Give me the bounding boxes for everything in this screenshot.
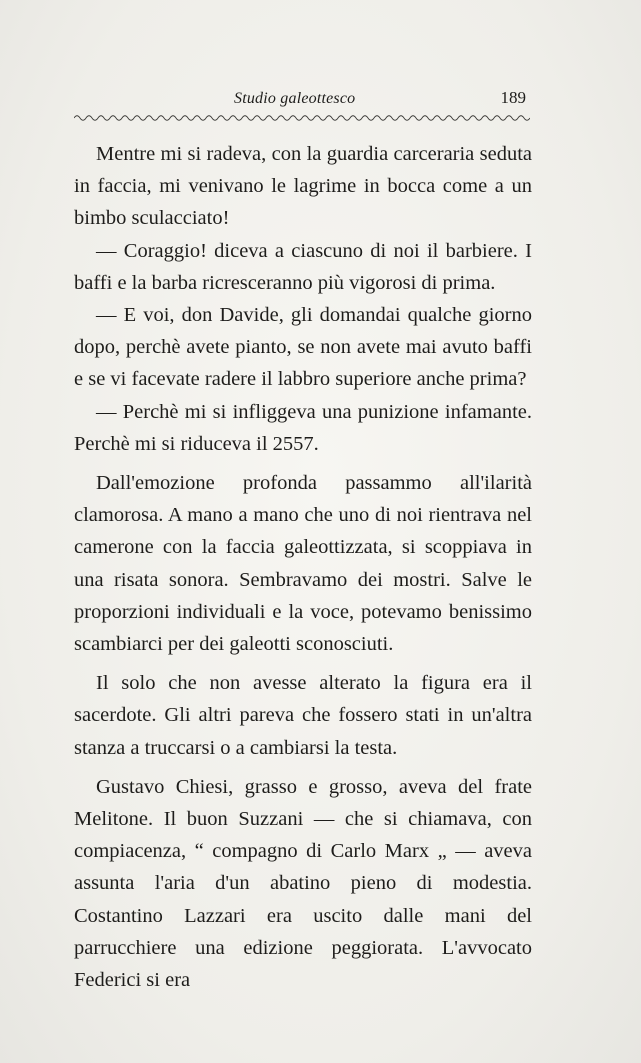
- paragraph: Mentre mi si radeva, con la guardia carceraria seduta in faccia, mi venivano le lagrime in bocca come a un bimbo sculacciato!: [74, 143, 532, 230]
- running-title: Studio galeottesco: [234, 90, 356, 107]
- paragraph: — Coraggio! diceva a ciascuno di noi il barbiere. I baffi e la barba ricresceranno più vigorosi di prima.: [74, 239, 532, 294]
- body-text: [74, 138, 532, 996]
- paragraph: Il solo che non avesse alterato la figura era il sacerdote. Gli altri pareva che fossero stati in un'altra stanza a truccarsi o a cambiarsi la testa.: [74, 672, 532, 759]
- paragraph: Dall'emozione profonda passammo all'ilarità clamorosa. A mano a mano che uno di noi rientrava nel camerone con la faccia galeottizzata, si scoppiava in una risata sonora. Sembravamo dei mostri. Salve le proporzioni individuali e la voce, potevamo benissimo scambiarci per dei galeotti sconosciuti.: [74, 472, 532, 656]
- paragraph: — E voi, don Davide, gli domandai qualche giorno dopo, perchè avete pianto, se non avete mai avuto baffi e se vi facevate radere il labbro superiore anche prima?: [74, 304, 532, 391]
- decorative-wavy-rule: [74, 112, 530, 124]
- paragraph: Gustavo Chiesi, grasso e grosso, aveva del frate Melitone. Il buon Suzzani — che si chiamava, con compiacenza, “ compagno di Carlo Marx „ — aveva assunta l'aria d'un abatino pieno di modestia. Costantino Lazzari era uscito dalle mani del parrucchiere una edizione peggiorata. L'avvocato Federici si era: [74, 775, 532, 992]
- page-number: 189: [500, 88, 526, 107]
- paragraph: — Perchè mi si infliggeva una punizione infamante. Perchè mi si riduceva il 2557.: [74, 400, 532, 455]
